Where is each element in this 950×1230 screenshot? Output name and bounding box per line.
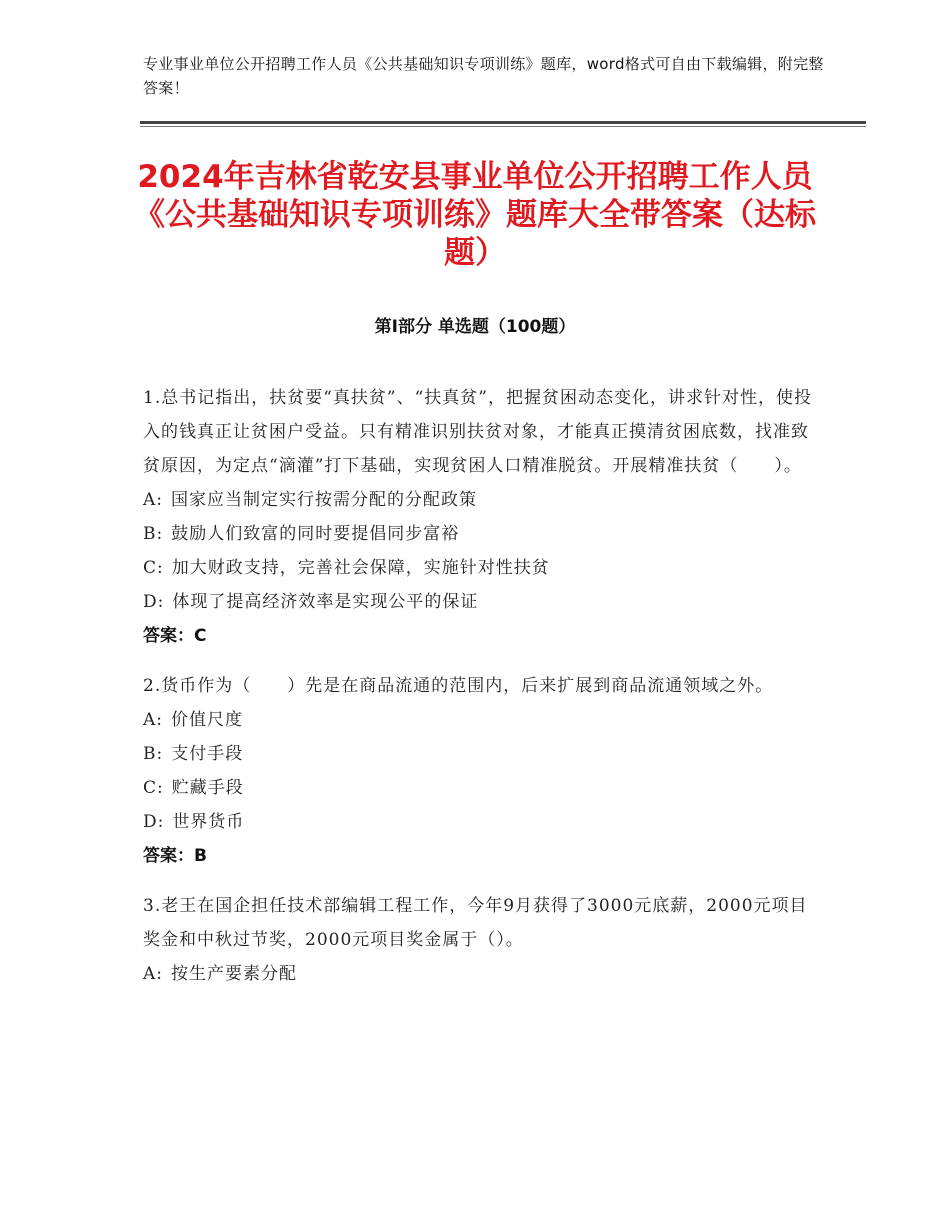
answer-value: C bbox=[194, 626, 207, 646]
question-3 bbox=[143, 889, 813, 991]
option-letter: A: bbox=[143, 490, 164, 510]
header-divider-thin bbox=[140, 126, 866, 127]
answer-label: 答案： bbox=[143, 846, 194, 866]
option-letter: A: bbox=[143, 710, 164, 730]
option-text: 价值尺度 bbox=[171, 710, 244, 730]
section-heading: 第Ⅰ部分 单选题（100题） bbox=[374, 317, 576, 337]
option-text: 国家应当制定实行按需分配的分配政策 bbox=[171, 490, 478, 510]
option-text: 体现了提高经济效率是实现公平的保证 bbox=[172, 592, 479, 612]
document-title: 2024年吉林省乾安县事业单位公开招聘工作人员《公共基础知识专项训练》题库大全带答案（达标题） bbox=[134, 159, 816, 271]
question-2 bbox=[143, 669, 813, 873]
option-text: 世界货币 bbox=[172, 812, 245, 832]
answer-label: 答案： bbox=[143, 626, 194, 646]
option-letter: B: bbox=[143, 744, 164, 764]
option-letter: A: bbox=[143, 964, 164, 984]
option-a bbox=[143, 703, 813, 737]
option-text: 支付手段 bbox=[171, 744, 244, 764]
question-1 bbox=[143, 381, 813, 653]
question-list bbox=[143, 381, 813, 1007]
answer-line bbox=[143, 619, 813, 653]
option-letter: D: bbox=[143, 592, 165, 612]
option-c bbox=[143, 551, 813, 585]
option-text: 按生产要素分配 bbox=[171, 964, 298, 984]
question-stem: 3.老王在国企担任技术部编辑工程工作，今年9月获得了3000元底薪，2000元项目奖金和中秋过节奖，2000元项目奖金属于（）。 bbox=[143, 896, 808, 950]
option-text: 加大财政支持，完善社会保障，实施针对性扶贫 bbox=[171, 558, 550, 578]
option-d bbox=[143, 805, 813, 839]
option-a bbox=[143, 957, 813, 991]
option-text: 贮藏手段 bbox=[171, 778, 244, 798]
option-letter: C: bbox=[143, 558, 164, 578]
option-b bbox=[143, 737, 813, 771]
option-letter: B: bbox=[143, 524, 164, 544]
option-b bbox=[143, 517, 813, 551]
option-d bbox=[143, 585, 813, 619]
option-a bbox=[143, 483, 813, 517]
answer-value: B bbox=[194, 846, 207, 866]
option-text: 鼓励人们致富的同时要提倡同步富裕 bbox=[171, 524, 460, 544]
header-note: 专业事业单位公开招聘工作人员《公共基础知识专项训练》题库，word格式可自由下载编辑，附完整答案！ bbox=[143, 55, 824, 97]
question-stem: 1.总书记指出，扶贫要“真扶贫”、“扶真贫”，把握贫困动态变化，讲求针对性，使投入的钱真正让贫困户受益。只有精准识别扶贫对象，才能真正摸清贫困底数，找准致贫原因，为定点“滴灌”打下基础，实现贫困人口精准脱贫。开展精准扶贫（ ）。 bbox=[143, 388, 812, 476]
option-letter: D: bbox=[143, 812, 165, 832]
question-stem: 2.货币作为（ ）先是在商品流通的范围内，后来扩展到商品流通领域之外。 bbox=[143, 676, 774, 696]
answer-line bbox=[143, 839, 813, 873]
header-divider-thick bbox=[140, 121, 866, 124]
option-c bbox=[143, 771, 813, 805]
option-letter: C: bbox=[143, 778, 164, 798]
